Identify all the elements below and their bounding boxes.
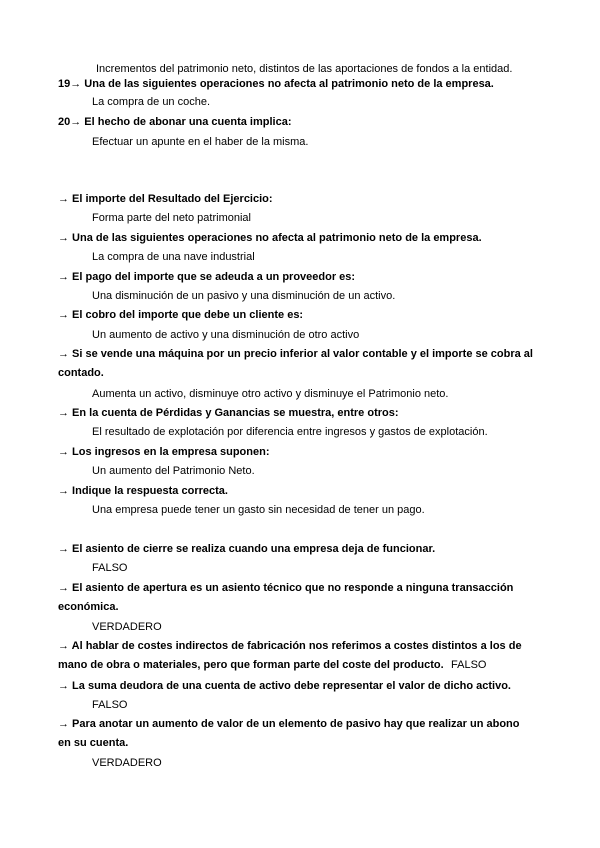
question-text: → Si se vende una máquina por un precio inferior al valor contable y el importe se cobra al contado. bbox=[58, 348, 533, 379]
answer-text: FALSO bbox=[92, 699, 128, 711]
question-text: → Indique la respuesta correcta. bbox=[58, 485, 228, 497]
question-text: → El cobro del importe que debe un cliente es: bbox=[58, 309, 304, 321]
question-text: → En la cuenta de Pérdidas y Ganancias se muestra, entre otros: bbox=[58, 407, 399, 419]
answer-text: FALSO bbox=[451, 659, 487, 671]
answer-text: VERDADERO bbox=[92, 621, 162, 633]
question-text: → Al hablar de costes indirectos de fabricación nos referimos a costes distintos a los de mano de obra o materiales, pero que forman parte del coste del producto. bbox=[58, 640, 522, 671]
answer-text: VERDADERO bbox=[92, 757, 162, 769]
question-text: → Los ingresos en la empresa suponen: bbox=[58, 446, 270, 458]
answer-text: Un aumento de activo y una disminución de otro activo bbox=[92, 329, 360, 341]
answer-text: Una disminución de un pasivo y una disminución de un activo. bbox=[92, 290, 396, 302]
answer-text: Forma parte del neto patrimonial bbox=[92, 212, 251, 224]
answer-text: El resultado de explotación por diferencia entre ingresos y gastos de explotación. bbox=[92, 426, 488, 438]
answer-text: FALSO bbox=[92, 562, 128, 574]
question-text: → El asiento de apertura es un asiento técnico que no responde a ninguna transacción económica. bbox=[58, 582, 514, 613]
answer-text: Incrementos del patrimonio neto, distintos de las aportaciones de fondos a la entidad. bbox=[96, 63, 513, 75]
question-text: → El asiento de cierre se realiza cuando una empresa deja de funcionar. bbox=[58, 543, 436, 555]
answer-text: Efectuar un apunte en el haber de la misma. bbox=[92, 136, 309, 148]
answer-text: Una empresa puede tener un gasto sin necesidad de tener un pago. bbox=[92, 504, 425, 516]
question-20: 20→ El hecho de abonar una cuenta implica: bbox=[58, 116, 292, 128]
question-text: → Una de las siguientes operaciones no afecta al patrimonio neto de la empresa. bbox=[58, 232, 482, 244]
answer-text: Un aumento del Patrimonio Neto. bbox=[92, 465, 255, 477]
question-text: → El pago del importe que se adeuda a un proveedor es: bbox=[58, 271, 356, 283]
question-text: → Para anotar un aumento de valor de un elemento de pasivo hay que realizar un abono en su cuenta. bbox=[58, 718, 520, 749]
answer-text: La compra de una nave industrial bbox=[92, 251, 255, 263]
answer-text: Aumenta un activo, disminuye otro activo y disminuye el Patrimonio neto. bbox=[92, 388, 449, 400]
question-text: → La suma deudora de una cuenta de activo debe representar el valor de dicho activo. bbox=[58, 680, 511, 692]
question-19: 19→ Una de las siguientes operaciones no afecta al patrimonio neto de la empresa. bbox=[58, 78, 494, 90]
answer-text: La compra de un coche. bbox=[92, 96, 211, 108]
question-text: → El importe del Resultado del Ejercicio: bbox=[58, 193, 273, 205]
